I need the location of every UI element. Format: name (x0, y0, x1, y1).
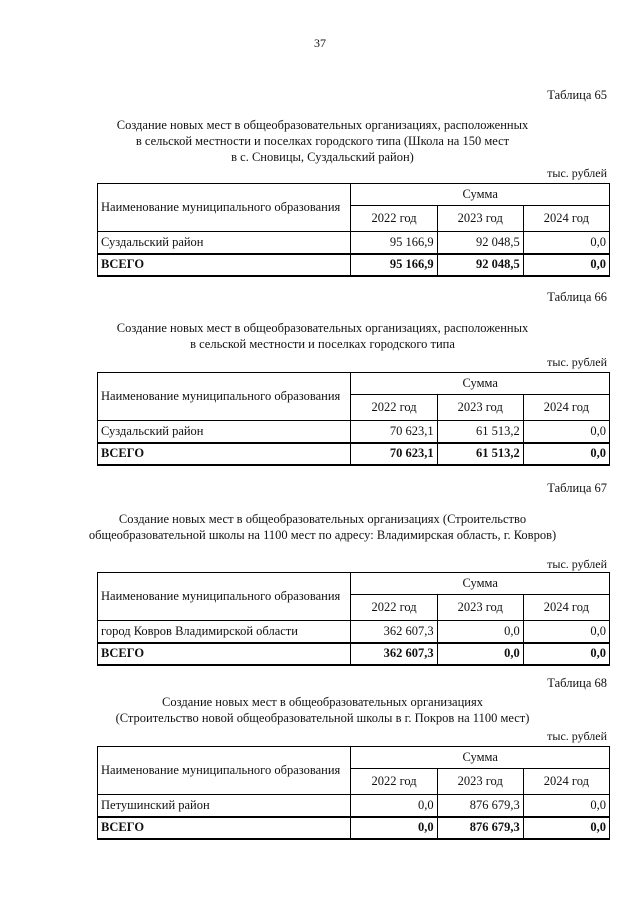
total-value-2023: 92 048,5 (437, 254, 523, 276)
table-68-title (90, 694, 555, 726)
row-value-2024: 0,0 (523, 232, 609, 254)
title-line: в с. Сновицы, Суздальский район) (231, 150, 414, 164)
table-68-number: Таблица 68 (547, 676, 607, 690)
table-66-number: Таблица 66 (547, 290, 607, 304)
sum-column-header: Сумма (351, 373, 610, 395)
row-name: Суздальский район (98, 421, 351, 443)
table-row (98, 621, 610, 643)
row-value-2022: 362 607,3 (351, 621, 437, 643)
sum-column-header: Сумма (351, 747, 610, 769)
total-row (98, 643, 610, 665)
name-column-header: Наименование муниципального образования (98, 184, 351, 232)
year-header: 2023 год (437, 206, 523, 232)
year-header: 2023 год (437, 769, 523, 795)
row-value-2022: 95 166,9 (351, 232, 437, 254)
table-65-number: Таблица 65 (547, 88, 607, 102)
table-66-units: тыс. рублей (547, 355, 607, 369)
row-value-2022: 0,0 (351, 795, 437, 817)
name-column-header: Наименование муниципального образования (98, 373, 351, 421)
name-column-header: Наименование муниципального образования (98, 573, 351, 621)
table-66 (97, 372, 610, 466)
title-line: Создание новых мест в общеобразовательных организациях (Строительство (118, 512, 527, 526)
total-label: ВСЕГО (98, 254, 351, 276)
row-name: Суздальский район (98, 232, 351, 254)
page-number: 37 (314, 36, 326, 50)
table-row (98, 795, 610, 817)
total-label: ВСЕГО (98, 443, 351, 465)
row-name: город Ковров Владимирской области (98, 621, 351, 643)
year-header: 2024 год (523, 395, 609, 421)
total-value-2023: 876 679,3 (437, 817, 523, 839)
table-67 (97, 572, 610, 666)
total-value-2024: 0,0 (523, 817, 609, 839)
table-65-title (90, 117, 555, 165)
sum-column-header: Сумма (351, 573, 610, 595)
table-67-title (60, 511, 585, 543)
year-header: 2023 год (437, 595, 523, 621)
year-header: 2023 год (437, 395, 523, 421)
title-line: в сельской местности и поселках городского типа (190, 337, 455, 351)
total-value-2022: 362 607,3 (351, 643, 437, 665)
total-value-2022: 0,0 (351, 817, 437, 839)
total-row (98, 817, 610, 839)
total-row (98, 443, 610, 465)
total-value-2024: 0,0 (523, 443, 609, 465)
total-value-2023: 0,0 (437, 643, 523, 665)
row-value-2023: 0,0 (437, 621, 523, 643)
table-65 (97, 183, 610, 277)
name-column-header: Наименование муниципального образования (98, 747, 351, 795)
table-67-units: тыс. рублей (547, 557, 607, 571)
table-68-units: тыс. рублей (547, 729, 607, 743)
total-value-2022: 95 166,9 (351, 254, 437, 276)
table-row (98, 421, 610, 443)
row-name: Петушинский район (98, 795, 351, 817)
total-value-2023: 61 513,2 (437, 443, 523, 465)
table-67-number: Таблица 67 (547, 481, 607, 495)
title-line: (Строительство новой общеобразовательной школы в г. Покров на 1100 мест) (115, 711, 530, 725)
year-header: 2022 год (351, 206, 437, 232)
total-value-2024: 0,0 (523, 254, 609, 276)
year-header: 2024 год (523, 206, 609, 232)
title-line: Создание новых мест в общеобразовательных организациях, расположенных (116, 321, 529, 335)
total-value-2024: 0,0 (523, 643, 609, 665)
table-68 (97, 746, 610, 840)
table-row (98, 232, 610, 254)
year-header: 2022 год (351, 769, 437, 795)
row-value-2024: 0,0 (523, 795, 609, 817)
row-value-2022: 70 623,1 (351, 421, 437, 443)
year-header: 2024 год (523, 595, 609, 621)
table-66-title (90, 320, 555, 352)
year-header: 2022 год (351, 395, 437, 421)
total-value-2022: 70 623,1 (351, 443, 437, 465)
title-line: Создание новых мест в общеобразовательных организациях, расположенных (116, 118, 529, 132)
row-value-2023: 876 679,3 (437, 795, 523, 817)
row-value-2023: 61 513,2 (437, 421, 523, 443)
total-label: ВСЕГО (98, 817, 351, 839)
title-line: Создание новых мест в общеобразовательных организациях (162, 695, 483, 709)
sum-column-header: Сумма (351, 184, 610, 206)
year-header: 2024 год (523, 769, 609, 795)
row-value-2024: 0,0 (523, 621, 609, 643)
total-label: ВСЕГО (98, 643, 351, 665)
row-value-2024: 0,0 (523, 421, 609, 443)
title-line: общеобразовательной школы на 1100 мест по адресу: Владимирская область, г. Ковров) (88, 528, 557, 542)
table-65-units: тыс. рублей (547, 166, 607, 180)
row-value-2023: 92 048,5 (437, 232, 523, 254)
year-header: 2022 год (351, 595, 437, 621)
total-row (98, 254, 610, 276)
title-line: в сельской местности и поселках городского типа (Школа на 150 мест (135, 134, 510, 148)
